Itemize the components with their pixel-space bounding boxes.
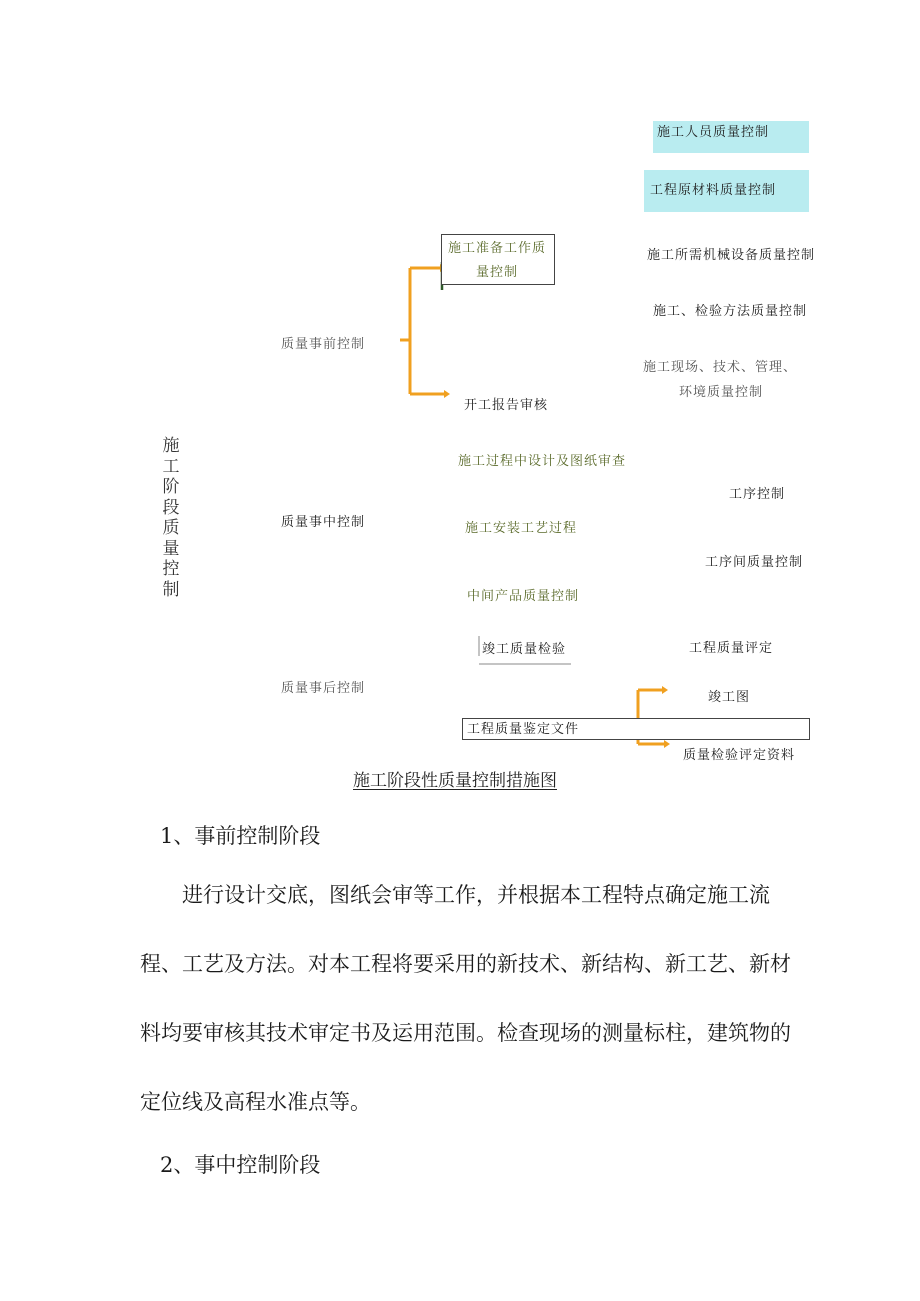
prep-quality-box [441, 234, 555, 285]
material-quality-box: 工程原材料质量控制 [644, 170, 809, 212]
personnel-quality-box: 施工人员质量控制 [653, 121, 809, 153]
intermediate-product-label: 中间产品质量控制 [467, 589, 580, 604]
completion-inspection-label: 竣工质量检验 [482, 642, 567, 657]
pre-control-label: 质量事前控制 [281, 337, 366, 352]
mid-control-label: 质量事中控制 [281, 515, 366, 530]
section-2-title: 2、事中控制阶段 [160, 1153, 321, 1177]
env-quality-line-1: 施工现场、技术、管理、 [643, 360, 798, 375]
design-review-label: 施工过程中设计及图纸审查 [458, 454, 627, 469]
installation-process-label: 施工安装工艺过程 [465, 521, 578, 536]
inter-process-quality-label: 工序间质量控制 [705, 555, 804, 570]
process-control-label: 工序控制 [729, 487, 786, 502]
env-quality-line-2: 环境质量控制 [679, 385, 764, 400]
quality-assessment-label: 工程质量评定 [689, 641, 774, 656]
vertical-title: 施 工 阶 段 质 量 控 制 [162, 436, 180, 600]
appraisal-docs-box: 工程质量鉴定文件 [462, 718, 810, 740]
inspection-data-label: 质量检验评定资料 [683, 748, 796, 763]
section-1-title: 1、事前控制阶段 [160, 824, 321, 848]
diagram-caption: 施工阶段性质量控制措施图 [353, 771, 557, 791]
as-built-drawing-label: 竣工图 [708, 690, 751, 705]
equipment-quality-label: 施工所需机械设备质量控制 [647, 248, 816, 263]
post-control-label: 质量事后控制 [281, 681, 366, 696]
prep-line-1: 施工准备工作质 [448, 241, 547, 256]
report-review-label: 开工报告审核 [464, 398, 549, 413]
section-1-paragraph: 进行设计交底，图纸会审等工作，并根据本工程特点确定施工流程、工艺及方法。对本工程将要采用的新技术、新结构、新工艺、新材料均要审核其技术审定书及运用范围。检查现场的测量标柱，建筑物的定位线及高程水准点等。 [140, 883, 791, 1114]
method-quality-label: 施工、检验方法质量控制 [653, 304, 808, 319]
prep-line-2: 量控制 [476, 265, 519, 280]
